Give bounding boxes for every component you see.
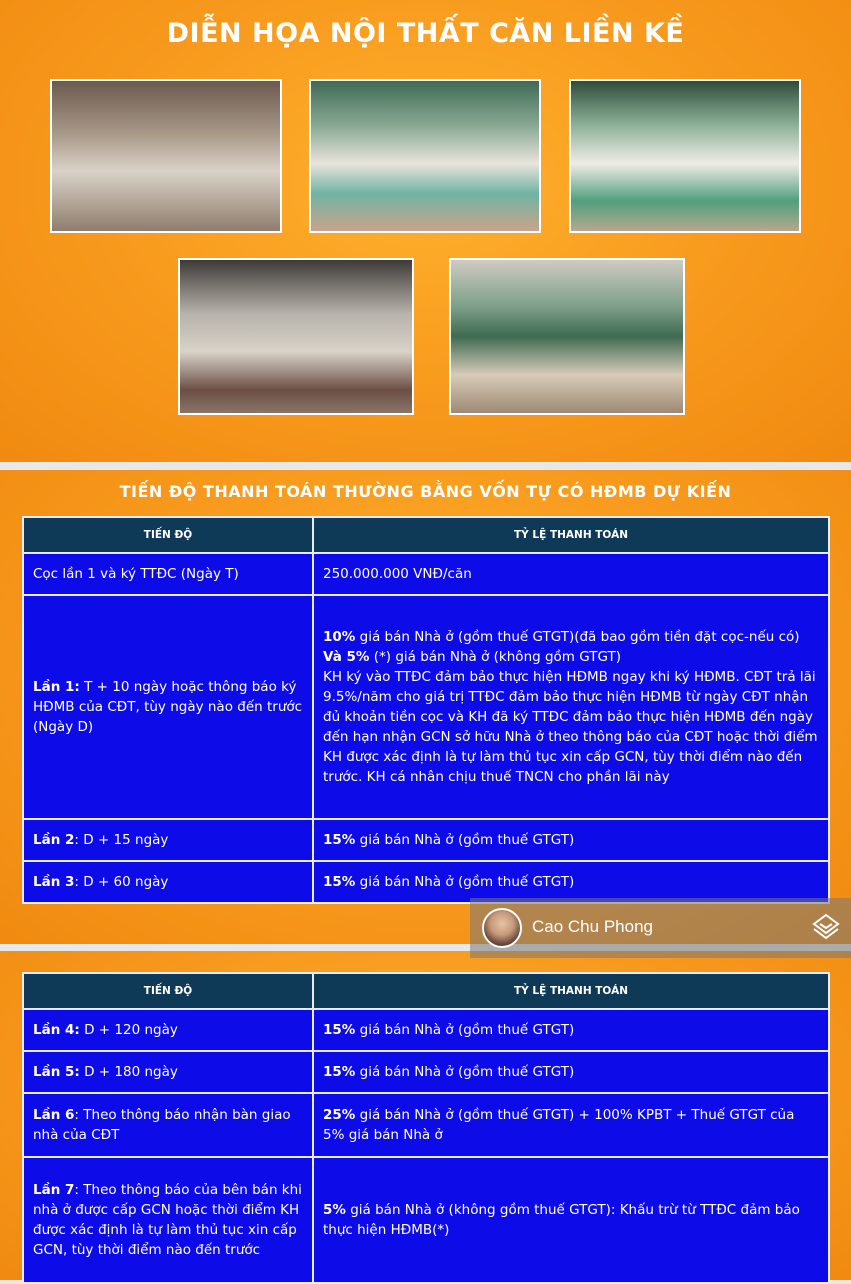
user-name[interactable]: Cao Chu Phong (532, 917, 653, 936)
stage-cell: Lần 5: D + 180 ngày (23, 1051, 313, 1093)
cafe-green-photo (309, 79, 541, 233)
layers-logo-icon (811, 912, 841, 942)
payment-cell: 25% giá bán Nhà ở (gồm thuế GTGT) + 100% KPBT + Thuế GTGT của 5% giá bán Nhà ở (313, 1093, 829, 1157)
stage-cell: Lần 2: D + 15 ngày (23, 819, 313, 861)
stage-cell: Lần 7: Theo thông báo của bên bán khi nhà ở được cấp GCN hoặc thời điểm KH được xác định là tự làm thủ tục xin cấp GCN, tùy thời điểm nào đến trước (23, 1157, 313, 1283)
table-row (23, 819, 829, 861)
payment-cell: 5% giá bán Nhà ở (không gồm thuế GTGT): Khấu trừ từ TTĐC đảm bảo thực hiện HĐMB(*) (313, 1157, 829, 1283)
table-row (23, 595, 829, 819)
table-row (23, 861, 829, 903)
table-row (23, 1009, 829, 1051)
payment-cell: 10% giá bán Nhà ở (gồm thuế GTGT)(đã bao gồm tiền đặt cọc-nếu có) Và 5% (*) giá bán Nhà ở (không gồm GTGT) KH ký vào TTĐC đảm bảo thực hiện HĐMB ngay khi ký HĐMB. CĐT trả lãi 9.5%/năm cho giá trị TTĐC đảm bảo thực hiện HĐMB từ ngày CĐT nhận đủ khoản tiền cọc và KH đã ký TTĐC đảm bảo thực hiện HĐMB đến ngày đến hạn nhận GCN sở hữu Nhà ở theo thông báo của CĐT hoặc thời điểm KH được xác định là tự làm thủ tục xin cấp GCN, tùy thời điểm nào đến trước. KH cá nhân chịu thuế TNCN cho phần lãi này (313, 595, 829, 819)
section-title: TIẾN ĐỘ THANH TOÁN THƯỜNG BẰNG VỐN TỰ CÓ HĐMB DỰ KIẾN (119, 482, 732, 501)
section-title: DIỄN HỌA NỘI THẤT CĂN LIỀN KỀ (166, 18, 685, 49)
payment-cell: 15% giá bán Nhà ở (gồm thuế GTGT) (313, 861, 829, 903)
stage-cell: Lần 3: D + 60 ngày (23, 861, 313, 903)
payment-table-2 (22, 972, 830, 1284)
payment-cell: 15% giá bán Nhà ở (gồm thuế GTGT) (313, 1051, 829, 1093)
stage-cell: Lần 4: D + 120 ngày (23, 1009, 313, 1051)
column-header: TIẾN ĐỘ (23, 517, 313, 553)
avatar[interactable] (482, 908, 522, 948)
stage-cell: Cọc lần 1 và ký TTĐC (Ngày T) (23, 553, 313, 595)
payment-table-1 (22, 516, 830, 904)
living-room-photo (178, 258, 414, 415)
payment-section-2 (0, 951, 851, 1280)
column-header: TỶ LỆ THANH TOÁN (313, 517, 829, 553)
column-header: TIẾN ĐỘ (23, 973, 313, 1009)
stage-cell: Lần 1: T + 10 ngày hoặc thông báo ký HĐMB của CĐT, tùy ngày nào đến trước (Ngày D) (23, 595, 313, 819)
payment-cell: 250.000.000 VNĐ/căn (313, 553, 829, 595)
table-row (23, 1093, 829, 1157)
payment-cell: 15% giá bán Nhà ở (gồm thuế GTGT) (313, 1009, 829, 1051)
table-row (23, 1051, 829, 1093)
payment-cell: 15% giá bán Nhà ở (gồm thuế GTGT) (313, 819, 829, 861)
column-header: TỶ LỆ THANH TOÁN (313, 973, 829, 1009)
table-row (23, 553, 829, 595)
cafe-plants-photo (569, 79, 801, 233)
poster-watermark[interactable] (470, 898, 851, 958)
payment-section-1 (0, 470, 851, 944)
stage-cell: Lần 6: Theo thông báo nhận bàn giao nhà của CĐT (23, 1093, 313, 1157)
table-row (23, 1157, 829, 1283)
bedroom-photo (449, 258, 685, 415)
kitchen-dining-photo (50, 79, 282, 233)
interior-section (0, 0, 851, 462)
